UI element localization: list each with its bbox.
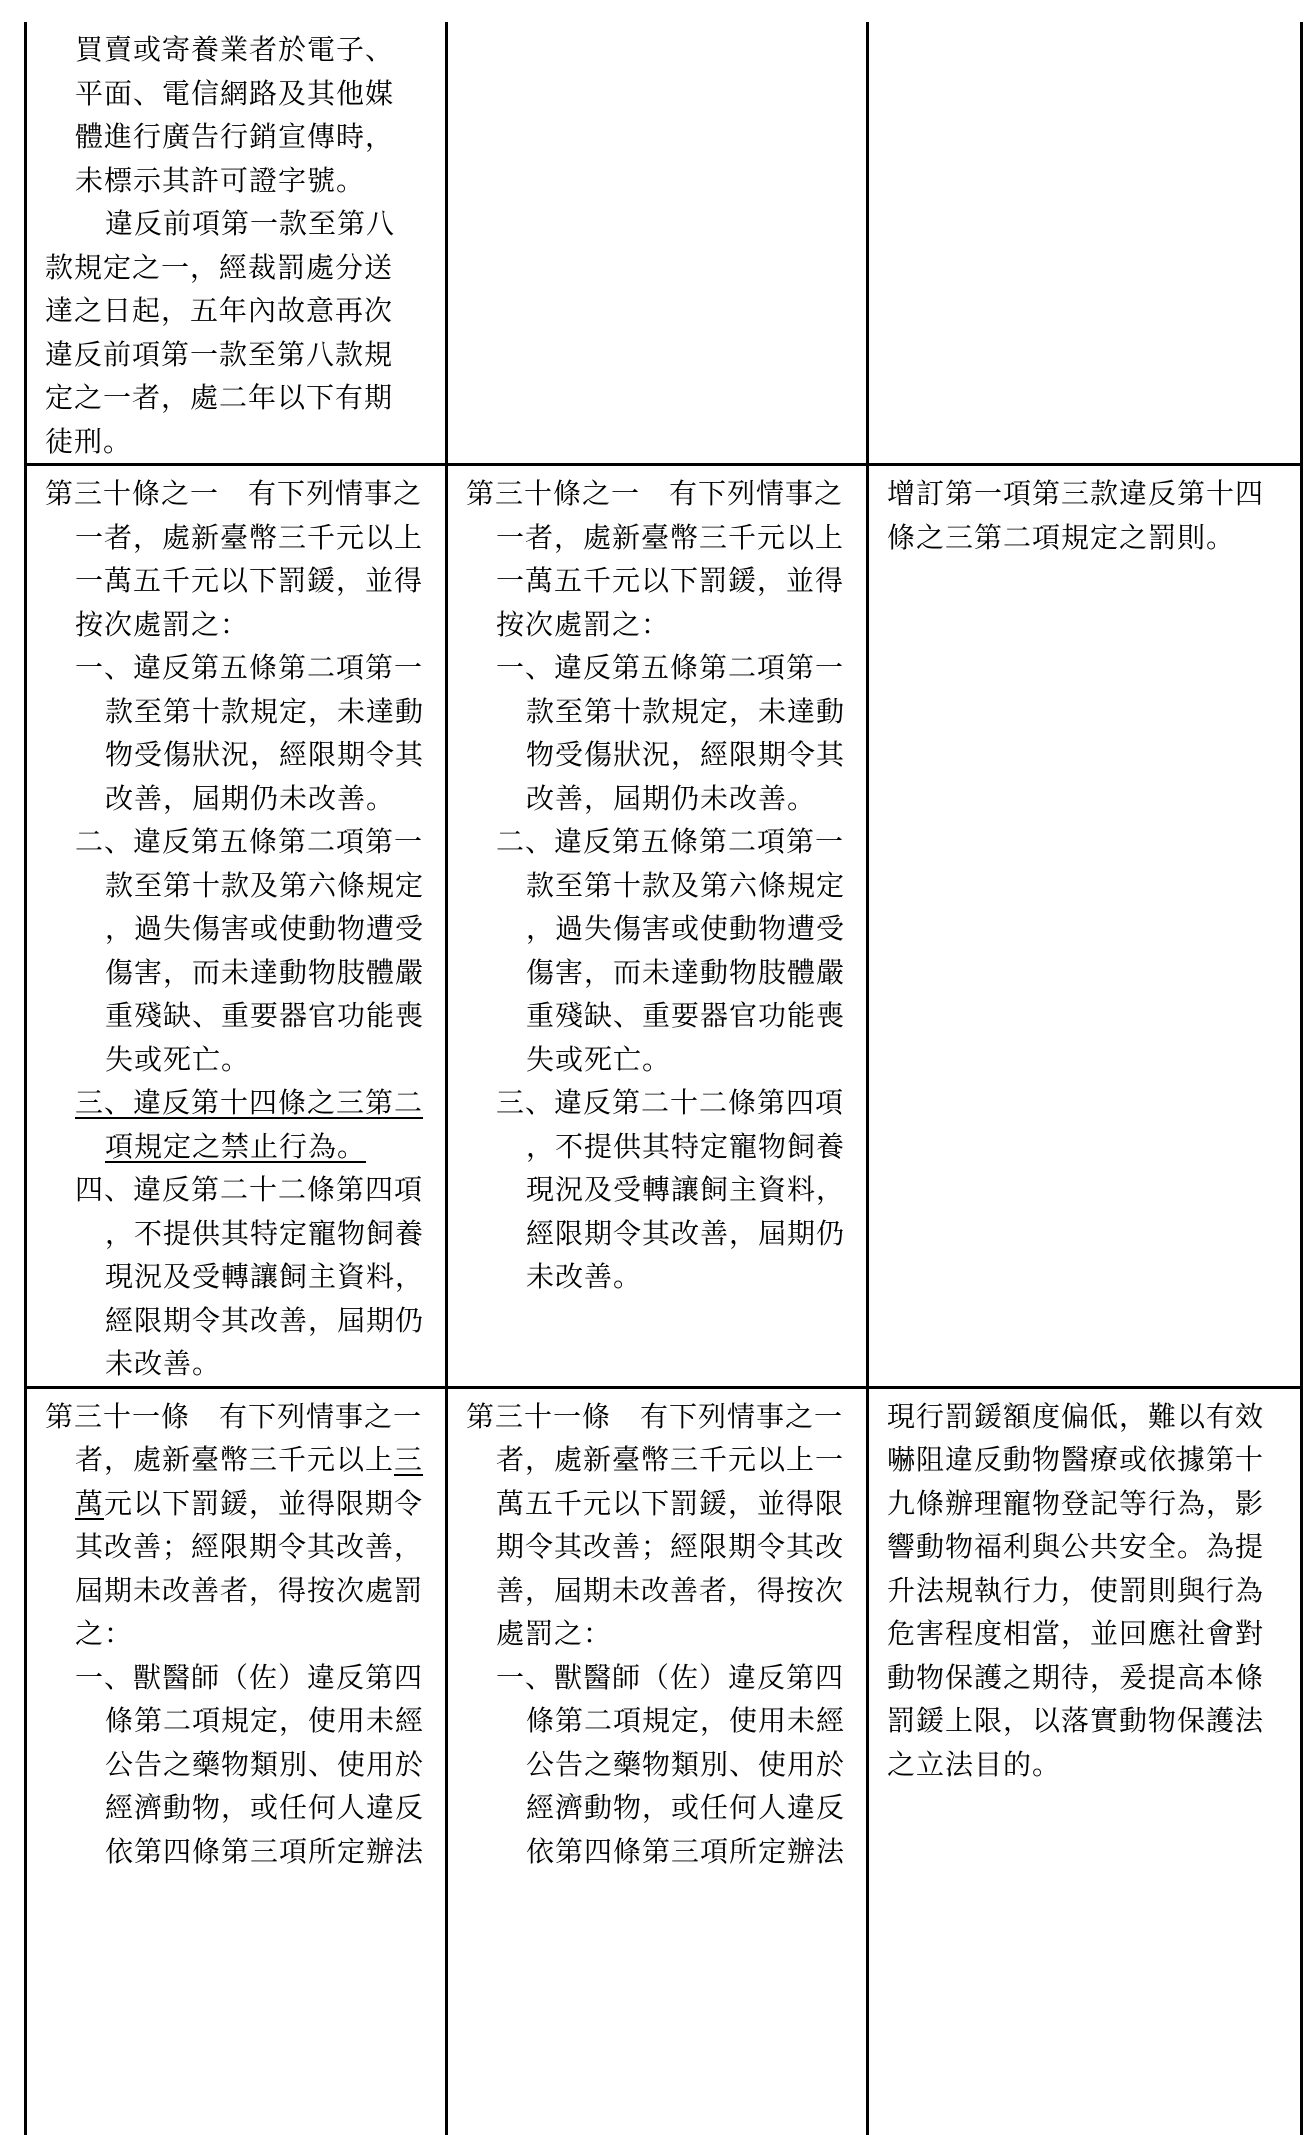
line-text: 嚇阻違反動物醫療或依據第十 (887, 1443, 1265, 1476)
text-line (466, 907, 848, 951)
line-text: 一萬五千元以下罰鍰，並得 (496, 564, 845, 597)
line-text: 款至第十款規定，未達動 (105, 694, 425, 728)
line-text: 動物保護之期待，爰提高本條 (887, 1660, 1265, 1694)
text-line (45, 1482, 427, 1526)
line-text: 增訂第一項第三款違反第十四 (887, 477, 1265, 510)
line-text: 一萬五千元以下罰鍰，並得 (75, 564, 424, 597)
line-text: 元以下罰鍰，並得限期令 (104, 1486, 424, 1520)
text-line (45, 864, 427, 908)
text-line (45, 1612, 427, 1656)
text-line (45, 733, 427, 777)
line-text: 升法規執行力，使罰則與行為 (887, 1573, 1265, 1607)
line-text: 條之三第二項規定之罰則。 (887, 520, 1236, 554)
text-line (45, 472, 427, 516)
amended-text-cell (26, 22, 447, 465)
explanation-cell (868, 1387, 1302, 2135)
text-line (45, 1299, 427, 1343)
line-text: 九條辦理寵物登記等行為，影 (887, 1486, 1265, 1520)
line-text: 第三十條之一 有下列情事之 (466, 477, 844, 510)
line-text: 其改善；經限期令其改善， (75, 1530, 424, 1563)
text-line (466, 1438, 848, 1482)
line-text: 處罰之： (496, 1617, 613, 1650)
text-line (466, 994, 848, 1038)
line-text: 萬五千元以下罰鍰，並得限 (496, 1486, 845, 1520)
text-line (45, 1525, 427, 1569)
line-text: 經濟動物，或任何人違反 (105, 1791, 425, 1824)
line-text: 失或死亡。 (105, 1042, 251, 1076)
line-text: 現況及受轉讓飼主資料， (526, 1173, 846, 1206)
line-text: 按次處罰之： (496, 607, 671, 641)
text-line (45, 603, 427, 647)
text-line (887, 1438, 1282, 1482)
line-text: 款至第十款及第六條規定 (526, 868, 846, 902)
line-text: 按次處罰之： (75, 607, 250, 641)
line-text: 未改善。 (526, 1260, 643, 1293)
text-line (466, 603, 848, 647)
text-line (887, 1656, 1282, 1700)
text-line (887, 1525, 1282, 1569)
text-line (466, 951, 848, 995)
text-line (45, 1168, 427, 1212)
line-text: 經限期令其改善，屆期仍 (526, 1216, 846, 1250)
text-line (45, 1438, 427, 1482)
line-text: 罰鍰上限，以落實動物保護法 (887, 1704, 1265, 1737)
text-line (45, 159, 427, 203)
text-line (466, 1395, 848, 1439)
line-text: 條第二項規定，使用未經 (105, 1704, 425, 1737)
line-text: 依第四條第三項所定辦法 (105, 1834, 425, 1868)
current-text-cell (447, 22, 868, 465)
text-line (466, 777, 848, 821)
text-line (45, 333, 427, 377)
text-line (466, 1081, 848, 1125)
line-text: 公告之藥物類別、使用於 (526, 1747, 846, 1781)
amended-underline: 三 (394, 1443, 424, 1476)
line-text: 失或死亡。 (526, 1042, 672, 1076)
line-text: 傷害，而未達動物肢體嚴 (526, 955, 846, 989)
text-line (45, 1395, 427, 1439)
text-line (45, 559, 427, 603)
text-line (45, 951, 427, 995)
text-line (45, 1786, 427, 1830)
line-text: 期令其改善；經限期令其改 (496, 1530, 845, 1563)
text-line (466, 1482, 848, 1526)
text-line (466, 516, 848, 560)
current-text-cell (447, 465, 868, 1388)
text-line (45, 777, 427, 821)
text-line (466, 864, 848, 908)
amended-text-cell (26, 465, 447, 1388)
line-text: 違反前項第一款至第八 (105, 207, 396, 240)
text-line (45, 246, 427, 290)
text-line (466, 646, 848, 690)
text-line (887, 1743, 1282, 1787)
text-line (466, 1168, 848, 1212)
table-row (26, 22, 1302, 465)
text-line (45, 376, 427, 420)
text-line (45, 1255, 427, 1299)
line-text: ，不提供其特定寵物飼養 (526, 1129, 846, 1163)
text-line (45, 1125, 427, 1169)
text-line (466, 1038, 848, 1082)
text-line (466, 1786, 848, 1830)
text-line (466, 1525, 848, 1569)
text-line (466, 1612, 848, 1656)
text-line (45, 516, 427, 560)
line-text: 經濟動物，或任何人違反 (526, 1791, 846, 1824)
line-text: 現行罰鍰額度偏低，難以有效 (887, 1399, 1265, 1433)
text-line (466, 559, 848, 603)
table-row (26, 1387, 1302, 2135)
line-text: 一、獸醫師（佐）違反第四 (75, 1660, 424, 1694)
text-line (466, 1125, 848, 1169)
line-text: 三、違反第二十二條第四項 (496, 1086, 845, 1119)
text-line (466, 733, 848, 777)
text-line (45, 28, 427, 72)
text-line (45, 115, 427, 159)
text-line (887, 1482, 1282, 1526)
line-text: 改善，屆期仍未改善。 (526, 781, 817, 815)
text-line (466, 1699, 848, 1743)
line-text: 款至第十款規定，未達動 (526, 694, 846, 728)
line-text: 重殘缺、重要器官功能喪 (105, 999, 425, 1032)
text-line (45, 1569, 427, 1613)
text-line (45, 907, 427, 951)
line-text: 定之一者，處二年以下有期 (45, 381, 394, 414)
text-line (45, 202, 427, 246)
line-text: 響動物福利與公共安全。為提 (887, 1530, 1265, 1563)
line-text: 買賣或寄養業者於電子、 (75, 33, 395, 66)
text-line (45, 289, 427, 333)
current-text-cell (447, 1387, 868, 2135)
line-text: 條第二項規定，使用未經 (526, 1704, 846, 1737)
line-text: 未改善。 (105, 1347, 222, 1380)
line-text: 改善，屆期仍未改善。 (105, 781, 396, 815)
line-text: 現況及受轉讓飼主資料， (105, 1260, 425, 1293)
text-line (466, 1212, 848, 1256)
text-line (887, 516, 1282, 560)
line-text: 一、違反第五條第二項第一 (496, 651, 845, 684)
line-text: 款規定之一，經裁罰處分送 (45, 250, 394, 284)
text-line (466, 1656, 848, 1700)
line-text: 體進行廣告行銷宣傳時， (75, 120, 395, 153)
line-text: ，過失傷害或使動物遭受 (105, 912, 425, 945)
line-text: 公告之藥物類別、使用於 (105, 1747, 425, 1781)
line-text: 二、違反第五條第二項第一 (75, 825, 424, 858)
line-text: 徒刑。 (45, 424, 133, 458)
line-text: 依第四條第三項所定辦法 (526, 1834, 846, 1868)
line-text: 一、獸醫師（佐）違反第四 (496, 1660, 845, 1694)
text-line (466, 820, 848, 864)
text-line (45, 690, 427, 734)
text-line (466, 472, 848, 516)
amended-underline: 三、違反第十四條之三第二 (75, 1086, 424, 1119)
line-text: 一者，處新臺幣三千元以上 (496, 520, 845, 554)
explanation-cell (868, 465, 1302, 1388)
line-text: 一、違反第五條第二項第一 (75, 651, 424, 684)
text-line (45, 1699, 427, 1743)
text-line (45, 1081, 427, 1125)
line-text: 第三十一條 有下列情事之一 (45, 1399, 423, 1433)
line-text: 傷害，而未達動物肢體嚴 (105, 955, 425, 989)
table-row (26, 465, 1302, 1388)
text-line (45, 646, 427, 690)
text-line (466, 1743, 848, 1787)
explanation-cell (868, 22, 1302, 465)
line-text: 善，屆期未改善者，得按次 (496, 1573, 845, 1607)
line-text: 第三十一條 有下列情事之一 (466, 1399, 844, 1433)
text-line (45, 72, 427, 116)
line-text: 之立法目的。 (887, 1747, 1062, 1781)
line-text: 一者，處新臺幣三千元以上 (75, 520, 424, 554)
text-line (45, 1038, 427, 1082)
text-line (887, 472, 1282, 516)
line-text: 者，處新臺幣三千元以上一 (496, 1443, 845, 1476)
line-text: 物受傷狀況，經限期令其 (526, 738, 846, 771)
line-text: ，過失傷害或使動物遭受 (526, 912, 846, 945)
text-line (887, 1395, 1282, 1439)
text-line (45, 1342, 427, 1386)
line-text: ，不提供其特定寵物飼養 (105, 1216, 425, 1250)
line-text: 物受傷狀況，經限期令其 (105, 738, 425, 771)
text-line (45, 820, 427, 864)
text-line (45, 1212, 427, 1256)
line-text: 危害程度相當，並回應社會對 (887, 1617, 1265, 1650)
text-line (45, 1656, 427, 1700)
text-line (45, 420, 427, 464)
line-text: 四、違反第二十二條第四項 (75, 1173, 424, 1206)
line-text: 之： (75, 1617, 134, 1650)
amended-text-cell (26, 1387, 447, 2135)
text-line (466, 1830, 848, 1874)
amended-underline: 萬 (75, 1486, 105, 1520)
text-line (45, 994, 427, 1038)
text-line (45, 1743, 427, 1787)
line-text: 達之日起，五年內故意再次 (45, 294, 394, 327)
text-line (466, 1255, 848, 1299)
text-line (45, 1830, 427, 1874)
line-text: 違反前項第一款至第八款規 (45, 337, 394, 371)
text-line (466, 1569, 848, 1613)
text-line (887, 1569, 1282, 1613)
line-text: 未標示其許可證字號。 (75, 163, 366, 197)
text-line (466, 690, 848, 734)
amended-underline: 項規定之禁止行為。 (105, 1129, 367, 1163)
line-text: 重殘缺、重要器官功能喪 (526, 999, 846, 1032)
line-text: 二、違反第五條第二項第一 (496, 825, 845, 858)
line-text: 經限期令其改善，屆期仍 (105, 1303, 425, 1337)
text-line (887, 1699, 1282, 1743)
line-text: 者，處新臺幣三千元以上 (75, 1443, 395, 1476)
comparison-table (24, 22, 1303, 2135)
line-text: 款至第十款及第六條規定 (105, 868, 425, 902)
line-text: 屆期未改善者，得按次處罰 (75, 1573, 424, 1607)
text-line (887, 1612, 1282, 1656)
line-text: 平面、電信網路及其他媒 (75, 76, 395, 110)
line-text: 第三十條之一 有下列情事之 (45, 477, 423, 510)
